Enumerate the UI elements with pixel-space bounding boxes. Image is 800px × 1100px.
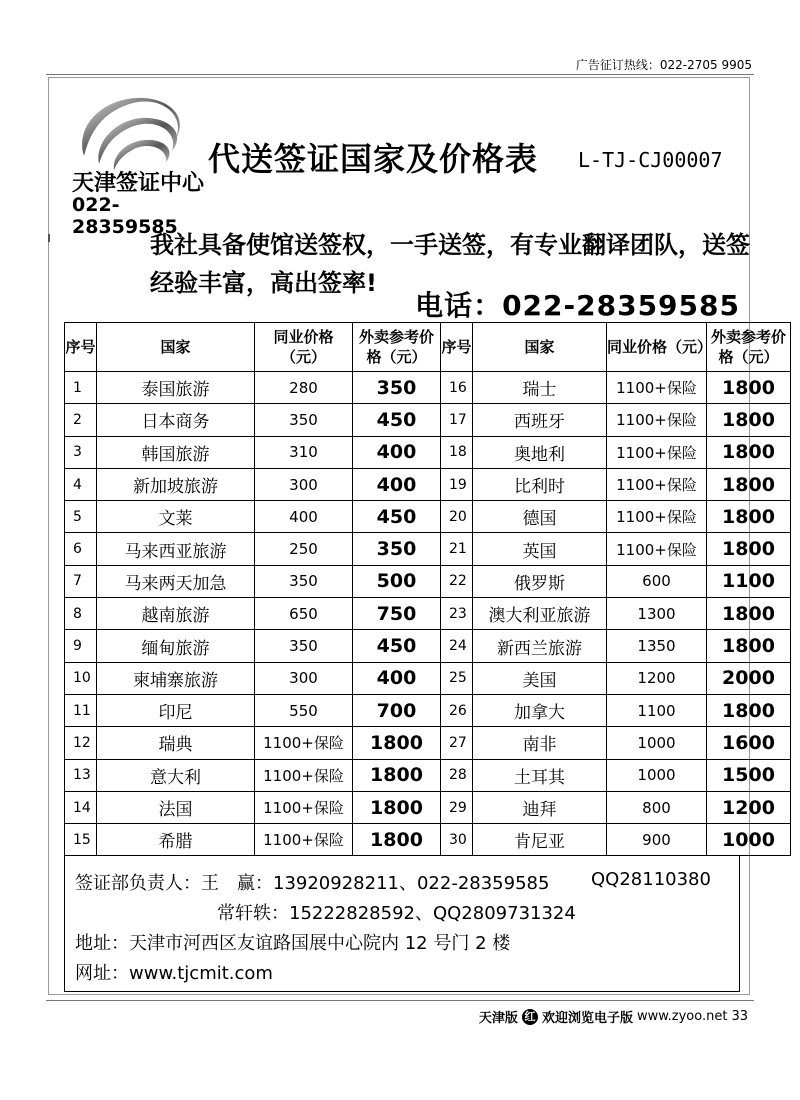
margin-tick [48,234,50,242]
cell-peer: 310 [255,436,353,468]
cell-peer: 1100+保险 [607,501,707,533]
cell-num: 13 [65,759,97,791]
cell-peer: 1100 [607,694,707,726]
table-row [65,404,791,436]
cell-sell: 350 [353,533,441,565]
cell-country: 南非 [473,727,607,759]
cell-num: 5 [65,501,97,533]
cell-peer: 800 [607,791,707,823]
cell-sell: 450 [353,404,441,436]
cell-peer: 250 [255,533,353,565]
cell-num: 18 [441,436,473,468]
cell-num: 3 [65,436,97,468]
cell-sell: 1800 [707,598,791,630]
cell-peer: 1100+保险 [607,436,707,468]
cell-country: 迪拜 [473,791,607,823]
contact-phone: 电话：022-28359585 [415,289,740,322]
cell-num: 19 [441,468,473,500]
cell-country: 加拿大 [473,694,607,726]
cell-country: 比利时 [473,468,607,500]
table-row [65,759,791,791]
table-row [65,436,791,468]
cell-country: 美国 [473,662,607,694]
cell-country: 西班牙 [473,404,607,436]
table-row [65,824,791,856]
cell-sell: 500 [353,565,441,597]
cell-sell: 1200 [707,791,791,823]
cell-num: 20 [441,501,473,533]
table-row [65,533,791,565]
cell-peer: 1000 [607,759,707,791]
cell-num: 22 [441,565,473,597]
cell-peer: 350 [255,630,353,662]
cell-peer: 900 [607,824,707,856]
header-peer-price: 同业价格（元） [255,323,353,372]
logo-name: 天津签证中心 [72,171,205,196]
cell-sell: 1600 [707,727,791,759]
contact-qq: QQ28110380 [591,869,711,890]
cell-sell: 1800 [707,372,791,404]
cell-country: 瑞士 [473,372,607,404]
cell-num: 2 [65,404,97,436]
header-country: 国家 [473,323,607,372]
cell-country: 文莱 [97,501,255,533]
cell-num: 15 [65,824,97,856]
header-num: 序号 [441,323,473,372]
cell-country: 新西兰旅游 [473,630,607,662]
cell-peer: 1100+保险 [607,468,707,500]
cell-country: 缅甸旅游 [97,630,255,662]
table-row [65,727,791,759]
cell-num: 16 [441,372,473,404]
cell-num: 11 [65,694,97,726]
cell-peer: 1100+保险 [607,372,707,404]
cell-sell: 1100 [707,565,791,597]
cell-num: 4 [65,468,97,500]
cell-sell: 1800 [353,759,441,791]
cell-sell: 1800 [707,533,791,565]
cell-peer: 350 [255,565,353,597]
logo [64,86,205,238]
contact-website: 网址：www.tjcmit.com [75,963,273,984]
cell-sell: 1500 [707,759,791,791]
cell-country: 韩国旅游 [97,436,255,468]
cell-country: 日本商务 [97,404,255,436]
cell-peer: 1200 [607,662,707,694]
table-row [65,662,791,694]
top-rule [46,74,754,75]
contact-address: 地址：天津市河西区友谊路国展中心院内 12 号门 2 楼 [75,933,511,954]
cell-country: 英国 [473,533,607,565]
page-title: 代送签证国家及价格表 [208,140,539,178]
cell-sell: 700 [353,694,441,726]
cell-peer: 350 [255,404,353,436]
cell-peer: 600 [607,565,707,597]
cell-sell: 2000 [707,662,791,694]
ad-hotline: 广告征订热线：022-2705 9905 [575,58,752,72]
cell-num: 10 [65,662,97,694]
contact-line-1: 签证部负责人：王 赢：13920928211、022-28359585 [75,873,550,894]
cell-country: 法国 [97,791,255,823]
swirl-logo-icon [64,86,204,176]
cell-peer: 280 [255,372,353,404]
cell-num: 6 [65,533,97,565]
cell-peer: 1100+保险 [255,727,353,759]
table-row [65,565,791,597]
cell-peer: 300 [255,468,353,500]
cell-sell: 400 [353,436,441,468]
cell-country: 澳大利亚旅游 [473,598,607,630]
cell-sell: 1800 [353,791,441,823]
cell-peer: 1100+保险 [607,533,707,565]
cell-country: 肯尼亚 [473,824,607,856]
price-table-body [65,372,791,856]
document-code: L-TJ-CJ00007 [578,148,723,172]
cell-sell: 1800 [353,824,441,856]
slogan: 我社具备使馆送签权，一手送签，有专业翻译团队，送签经验丰富，高出签率! [150,231,750,297]
footer-url: www.zyoo.net [636,1009,728,1024]
cell-peer: 1100+保险 [607,404,707,436]
header-peer-price: 同业价格（元） [607,323,707,372]
footer [479,1007,748,1026]
footer-tagline: 欢迎浏览电子版 [541,1011,633,1026]
cell-num: 25 [441,662,473,694]
header-sell-price: 外卖参考价格（元） [353,323,441,372]
cell-sell: 1800 [707,436,791,468]
red-badge-icon: 红 [522,1009,538,1025]
cell-sell: 1800 [707,694,791,726]
cell-peer: 300 [255,662,353,694]
cell-sell: 400 [353,662,441,694]
table-row [65,630,791,662]
cell-sell: 1000 [707,824,791,856]
cell-peer: 650 [255,598,353,630]
cell-country: 俄罗斯 [473,565,607,597]
contact-line-2: 常轩轶：15222828592、QQ2809731324 [217,903,576,924]
cell-country: 奥地利 [473,436,607,468]
cell-num: 1 [65,372,97,404]
cell-num: 17 [441,404,473,436]
cell-country: 泰国旅游 [97,372,255,404]
table-row [65,694,791,726]
cell-peer: 1000 [607,727,707,759]
contact-box [64,855,740,992]
cell-country: 希腊 [97,824,255,856]
cell-country: 越南旅游 [97,598,255,630]
cell-peer: 1100+保险 [255,824,353,856]
cell-peer: 400 [255,501,353,533]
cell-country: 瑞典 [97,727,255,759]
cell-num: 9 [65,630,97,662]
cell-peer: 1100+保险 [255,791,353,823]
cell-num: 14 [65,791,97,823]
cell-num: 7 [65,565,97,597]
cell-peer: 1350 [607,630,707,662]
table-row [65,501,791,533]
cell-num: 26 [441,694,473,726]
cell-sell: 350 [353,372,441,404]
cell-peer: 550 [255,694,353,726]
table-row [65,598,791,630]
cell-num: 30 [441,824,473,856]
logo-phone: 022-28359585 [72,194,178,238]
cell-country: 新加坡旅游 [97,468,255,500]
header-sell-price: 外卖参考价格（元） [707,323,791,372]
header-country: 国家 [97,323,255,372]
cell-sell: 450 [353,630,441,662]
bottom-rule [46,1000,754,1001]
cell-country: 意大利 [97,759,255,791]
footer-edition: 天津版 [478,1011,518,1026]
header-num: 序号 [65,323,97,372]
cell-num: 24 [441,630,473,662]
cell-country: 德国 [473,501,607,533]
cell-sell: 450 [353,501,441,533]
cell-num: 27 [441,727,473,759]
cell-country: 马来西亚旅游 [97,533,255,565]
cell-sell: 1800 [353,727,441,759]
cell-sell: 400 [353,468,441,500]
cell-num: 21 [441,533,473,565]
cell-country: 柬埔寨旅游 [97,662,255,694]
cell-sell: 1800 [707,468,791,500]
cell-num: 8 [65,598,97,630]
cell-num: 23 [441,598,473,630]
cell-num: 28 [441,759,473,791]
cell-sell: 750 [353,598,441,630]
cell-country: 印尼 [97,694,255,726]
table-header-row [65,323,791,372]
cell-country: 土耳其 [473,759,607,791]
cell-sell: 1800 [707,404,791,436]
price-table [64,322,791,856]
cell-sell: 1800 [707,501,791,533]
table-row [65,372,791,404]
cell-sell: 1800 [707,630,791,662]
cell-peer: 1300 [607,598,707,630]
table-row [65,791,791,823]
page-number: 33 [731,1009,748,1024]
cell-num: 29 [441,791,473,823]
cell-num: 12 [65,727,97,759]
table-row [65,468,791,500]
cell-country: 马来两天加急 [97,565,255,597]
cell-peer: 1100+保险 [255,759,353,791]
